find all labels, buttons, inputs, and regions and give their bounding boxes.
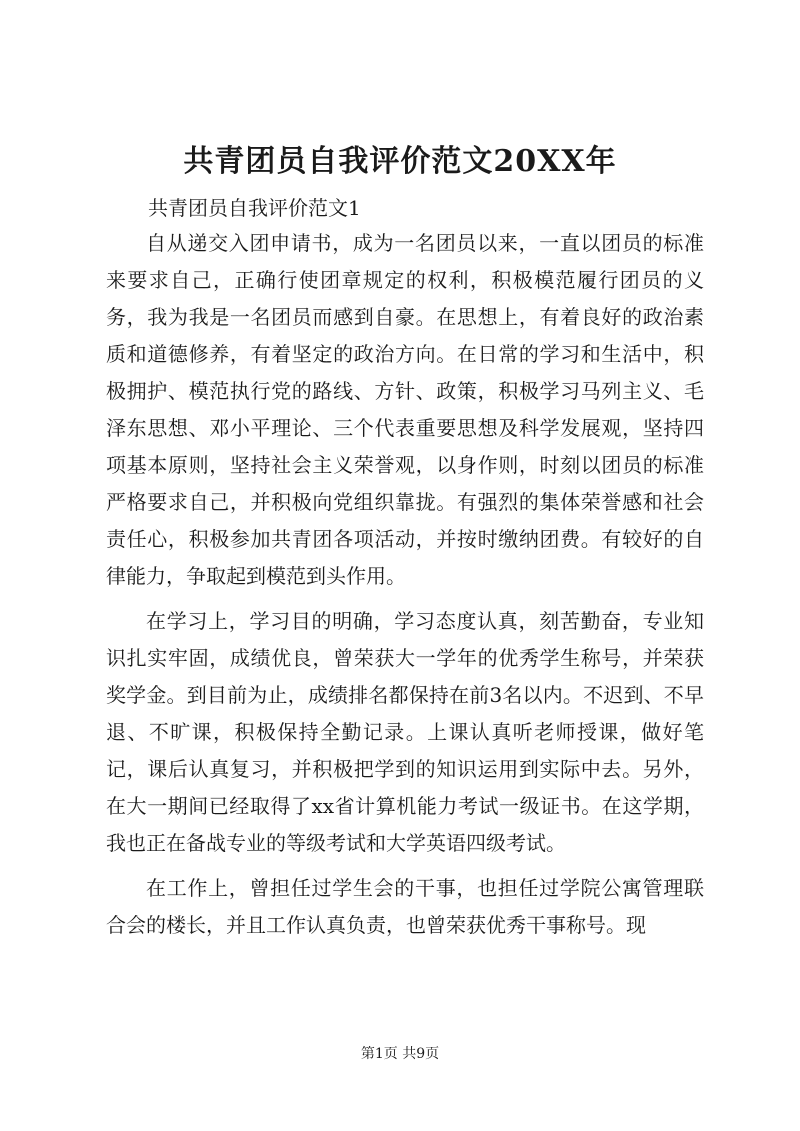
page-number-footer: 第1页 共9页 bbox=[360, 1046, 440, 1062]
document-body bbox=[106, 225, 704, 944]
paragraph: 在学习上，学习目的明确，学习态度认真，刻苦勤奋，专业知识扎实牢固，成绩优良，曾荣获大一学年的优秀学生称号，并荣获奖学金。到目前为止，成绩排名都保持在前3名以内。不迟到、不早退、不旷课，积极保持全勤记录。上课认真听老师授课，做好笔记，课后认真复习，并积极把学到的知识运用到实际中去。另外，在大一期间已经取得了xx省计算机能力考试一级证书。在这学期，我也正在备战专业的等级考试和大学英语四级考试。 bbox=[106, 609, 704, 855]
document-subtitle: 共青团员自我评价范文1 bbox=[148, 196, 361, 220]
document-title: 共青团员自我评价范文20XX年 bbox=[183, 144, 617, 179]
paragraph: 自从递交入团申请书，成为一名团员以来，一直以团员的标准来要求自己，正确行使团章规定的权利，积极模范履行团员的义务，我为我是一名团员而感到自豪。在思想上，有着良好的政治素质和道德修养，有着坚定的政治方向。在日常的学习和生活中，积极拥护、模范执行党的路线、方针、政策，积极学习马列主义、毛泽东思想、邓小平理论、三个代表重要思想及科学发展观，坚持四项基本原则，坚持社会主义荣誉观，以身作则，时刻以团员的标准严格要求自己，并积极向党组织靠拢。有强烈的集体荣誉感和社会责任心，积极参加共青团各项活动，并按时缴纳团费。有较好的自律能力，争取起到模范到头作用。 bbox=[106, 231, 704, 588]
paragraph: 在工作上，曾担任过学生会的干事，也担任过学院公寓管理联合会的楼长，并且工作认真负责，也曾荣获优秀干事称号。现 bbox=[106, 876, 704, 937]
